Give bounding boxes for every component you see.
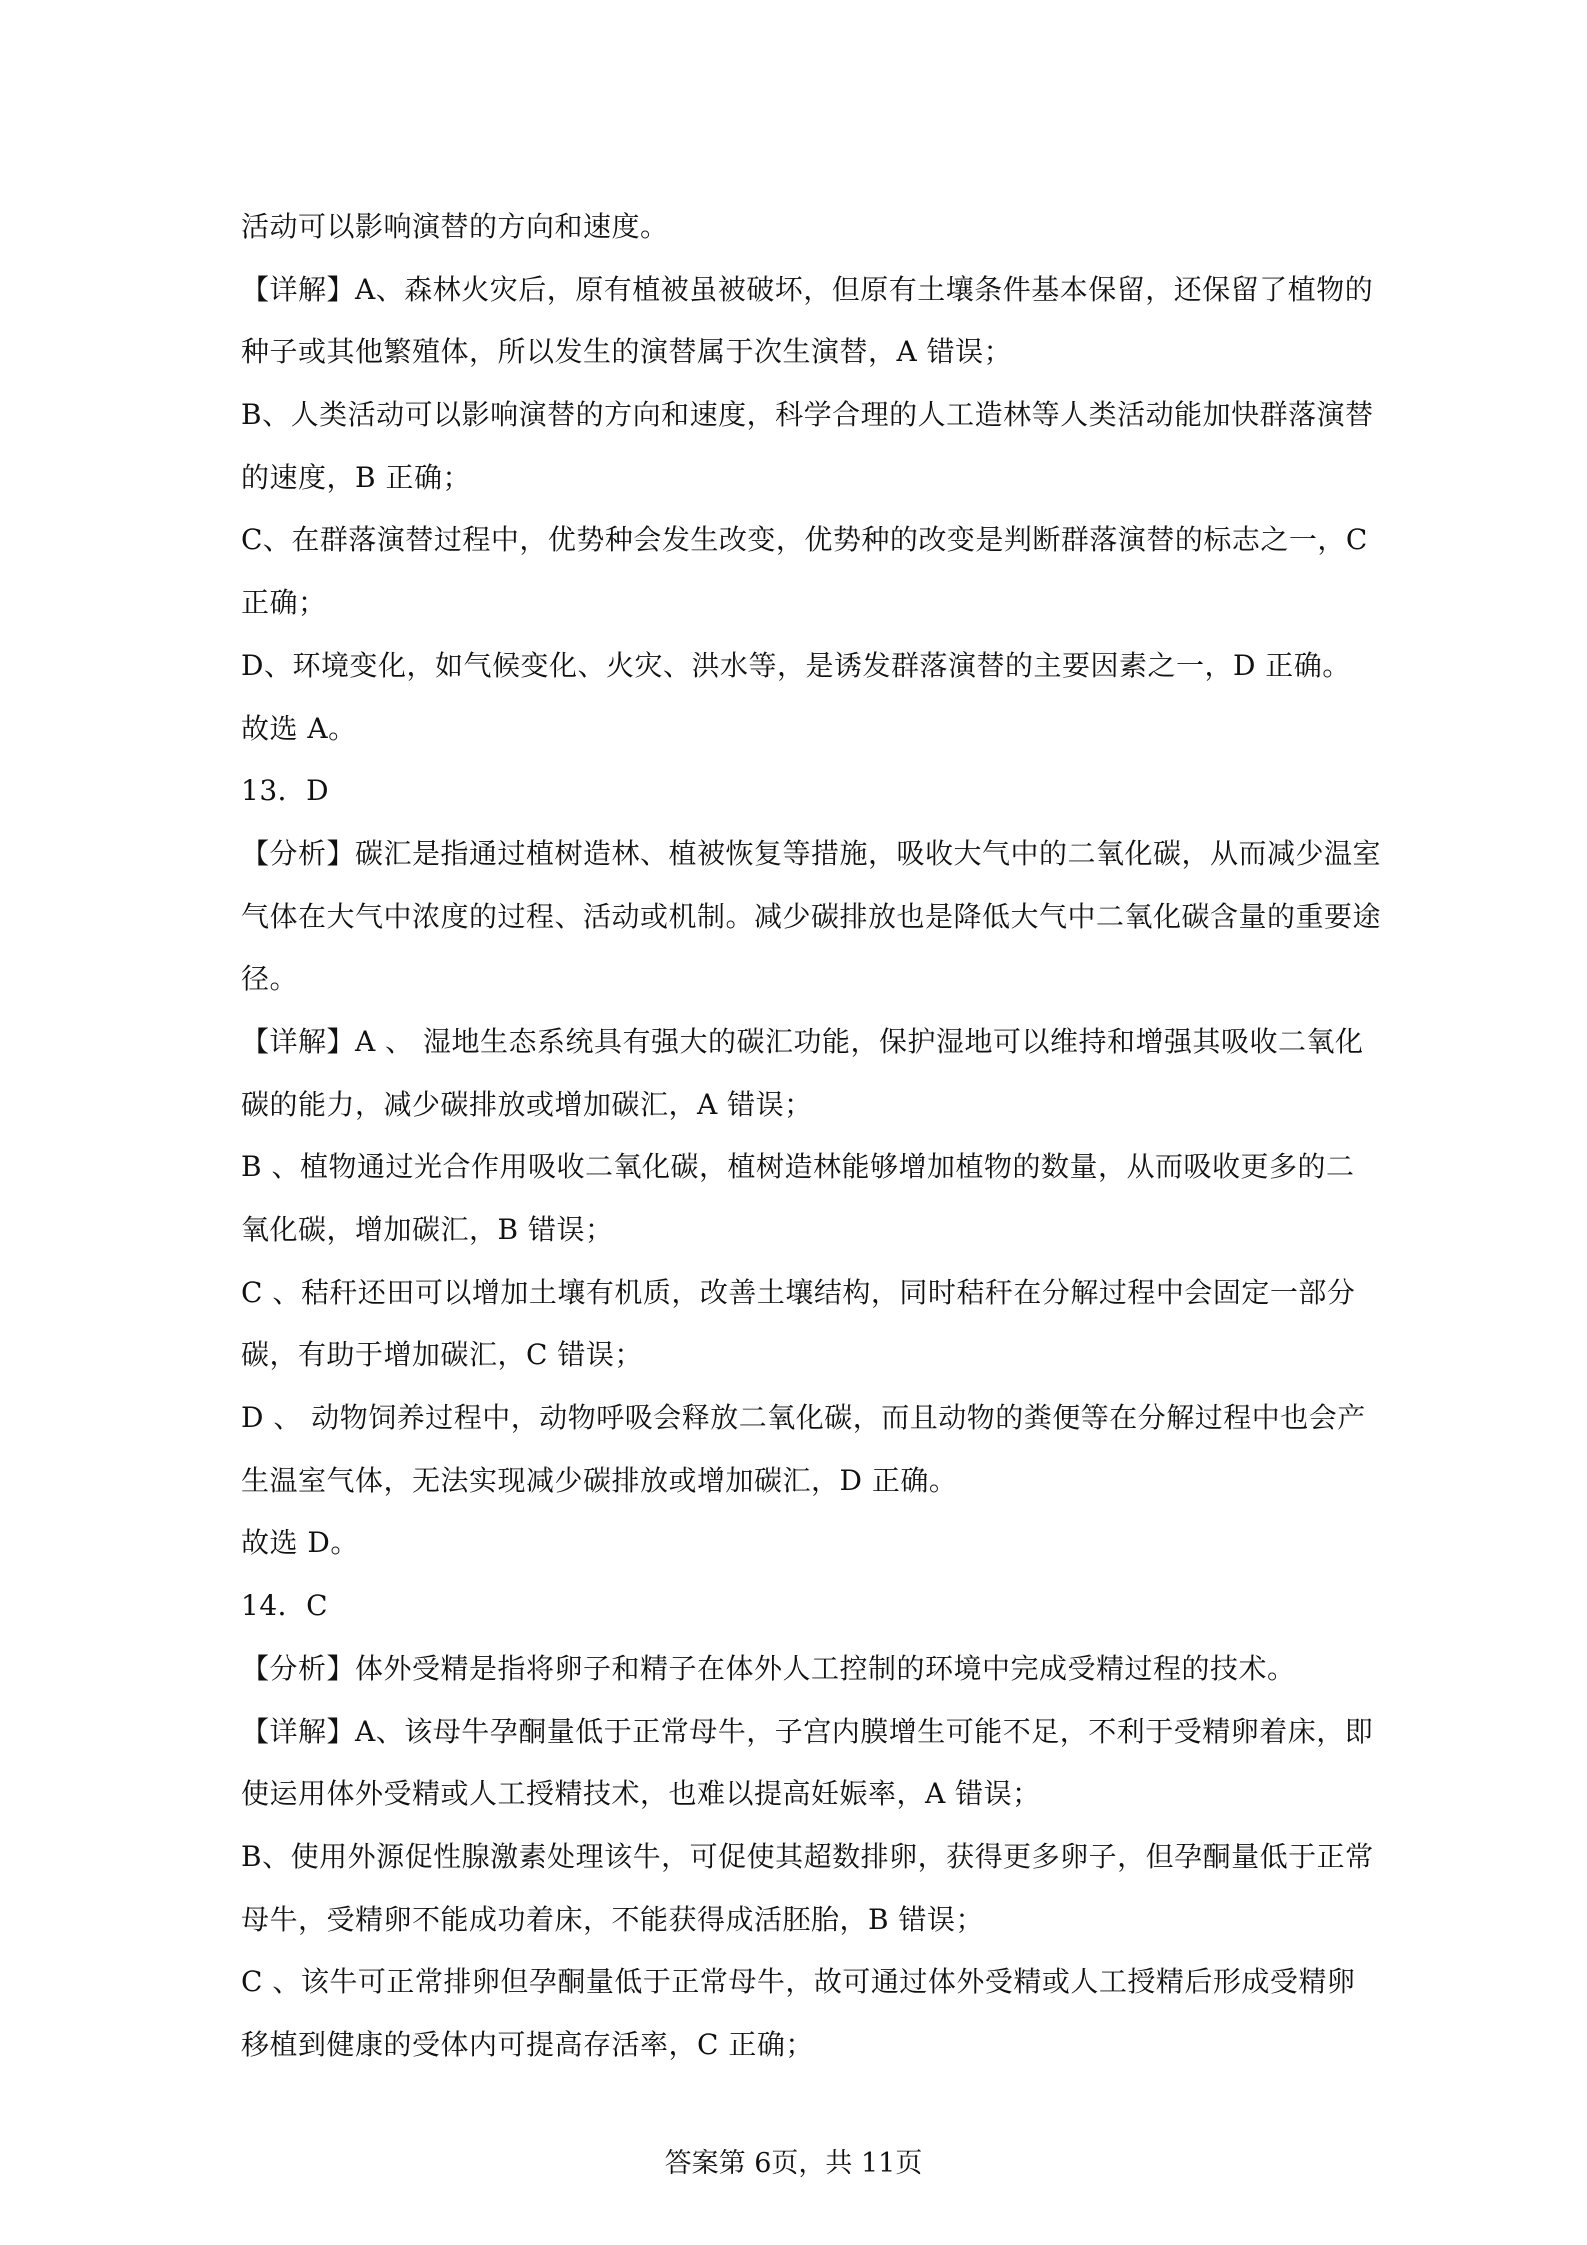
text-line: 故选 D。 xyxy=(241,1526,359,1560)
text-line: 母牛，受精卵不能成功着床，不能获得成活胚胎，B 错误； xyxy=(241,1902,984,1936)
text-line: D、环境变化，如气候变化、火灾、洪水等，是诱发群落演替的主要因素之一，D 正确。 xyxy=(241,648,1351,682)
text-line: 生温室气体，无法实现减少碳排放或增加碳汇，D 正确。 xyxy=(241,1463,958,1497)
text-line: 正确； xyxy=(241,586,327,620)
text-line: 气体在大气中浓度的过程、活动或机制。减少碳排放也是降低大气中二氧化碳含量的重要途 xyxy=(241,899,1382,933)
text-line: 径。 xyxy=(241,962,299,996)
answer-text xyxy=(241,196,1382,2077)
question-number: 14．C xyxy=(241,1589,329,1623)
text-line: C 、该牛可正常排卵但孕酮量低于正常母牛，故可通过体外受精或人工授精后形成受精卵 xyxy=(241,1965,1356,1999)
text-line: 【分析】体外受精是指将卵子和精子在体外人工控制的环境中完成受精过程的技术。 xyxy=(241,1651,1296,1685)
text-line: 【详解】A 、 湿地生态系统具有强大的碳汇功能，保护湿地可以维持和增强其吸收二氧化 xyxy=(241,1024,1364,1058)
text-line: 的速度，B 正确； xyxy=(241,460,471,494)
text-line: 【详解】A、该母牛孕酮量低于正常母牛，子宫内膜增生可能不足，不利于受精卵着床，即 xyxy=(241,1714,1374,1748)
text-line: 种子或其他繁殖体，所以发生的演替属于次生演替，A 错误； xyxy=(241,335,1013,369)
text-line: 使运用体外受精或人工授精技术，也难以提高妊娠率，A 错误； xyxy=(241,1777,1041,1811)
text-line: 活动可以影响演替的方向和速度。 xyxy=(241,210,669,243)
text-line: C、在群落演替过程中，优势种会发生改变，优势种的改变是判断群落演替的标志之一，C xyxy=(241,523,1368,557)
text-line: B、使用外源促性腺激素处理该牛，可促使其超数排卵，获得更多卵子，但孕酮量低于正常 xyxy=(241,1839,1374,1873)
text-line: 碳的能力，减少碳排放或增加碳汇，A 错误； xyxy=(241,1087,813,1121)
text-line: 【详解】A、森林火灾后，原有植被虽被破坏，但原有土壤条件基本保留，还保留了植物的 xyxy=(241,272,1374,306)
text-line: 氧化碳，增加碳汇，B 错误； xyxy=(241,1213,614,1246)
text-line: B、人类活动可以影响演替的方向和速度，科学合理的人工造林等人类活动能加快群落演替 xyxy=(241,398,1374,432)
page-footer: 答案第 6页，共 11页 xyxy=(664,2148,923,2179)
text-line: D 、 动物饲养过程中，动物呼吸会释放二氧化碳，而且动物的粪便等在分解过程中也会产 xyxy=(241,1401,1366,1435)
text-line: 故选 A。 xyxy=(241,711,357,745)
text-line: 移植到健康的受体内可提高存活率，C 正确； xyxy=(241,2027,814,2061)
text-line: B 、植物通过光合作用吸收二氧化碳，植树造林能够增加植物的数量，从而吸收更多的二 xyxy=(241,1150,1355,1184)
text-line: C 、秸秆还田可以增加土壤有机质，改善土壤结构，同时秸秆在分解过程中会固定一部分 xyxy=(241,1275,1356,1309)
question-number: 13．D xyxy=(241,774,330,808)
text-line: 碳，有助于增加碳汇，C 错误； xyxy=(241,1338,643,1372)
text-line: 【分析】碳汇是指通过植树造林、植被恢复等措施，吸收大气中的二氧化碳，从而减少温室 xyxy=(241,836,1382,870)
